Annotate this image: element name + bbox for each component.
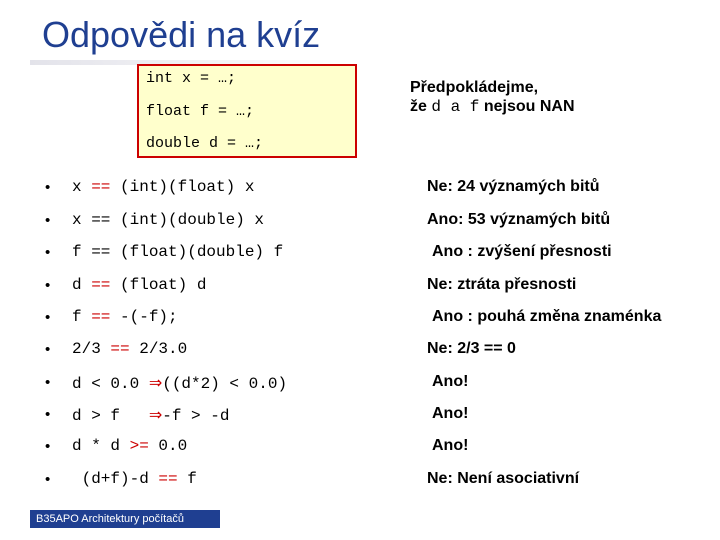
quiz-row bbox=[0, 308, 720, 338]
quiz-expression: x == (int)(double) x bbox=[72, 211, 265, 229]
quiz-row bbox=[0, 276, 720, 306]
bullet: • bbox=[45, 277, 51, 294]
declaration-float: float f = …; bbox=[146, 103, 255, 120]
quiz-answer: Ne: Není asociativní bbox=[427, 470, 580, 487]
footer-course-label: B35APO Architektury počítačů bbox=[30, 510, 220, 528]
quiz-row bbox=[0, 178, 720, 208]
implies-arrow-icon: ⇒ bbox=[148, 405, 163, 424]
bullet: • bbox=[45, 244, 51, 261]
quiz-answer: Ne: ztráta přesnosti bbox=[427, 276, 577, 293]
quiz-row bbox=[0, 405, 720, 435]
quiz-row bbox=[0, 470, 720, 500]
bullet: • bbox=[45, 374, 51, 391]
quiz-answer: Ne: 24 významých bitů bbox=[427, 178, 600, 195]
quiz-expression: (d+f)-d == f bbox=[72, 470, 197, 488]
slide-title: Odpovědi na kvíz bbox=[42, 14, 321, 55]
assumption-line2 bbox=[410, 97, 575, 117]
quiz-answer: Ano : zvýšení přesnosti bbox=[432, 243, 612, 260]
assumption-code: d a f bbox=[431, 98, 480, 116]
bullet: • bbox=[45, 438, 51, 455]
bullet: • bbox=[45, 406, 51, 423]
bullet: • bbox=[45, 179, 51, 196]
bullet: • bbox=[45, 471, 51, 488]
quiz-expression: f == -(-f); bbox=[72, 308, 178, 326]
quiz-answer: Ano! bbox=[432, 405, 469, 422]
quiz-row bbox=[0, 437, 720, 467]
bullet: • bbox=[45, 212, 51, 229]
assumption-suffix: nejsou NAN bbox=[483, 98, 575, 115]
quiz-row bbox=[0, 340, 720, 370]
quiz-answer: Ano! bbox=[432, 373, 469, 390]
quiz-row bbox=[0, 211, 720, 241]
quiz-expression: d == (float) d bbox=[72, 276, 207, 294]
quiz-expression: 2/3 == 2/3.0 bbox=[72, 340, 188, 358]
assumption-note bbox=[410, 78, 575, 117]
implies-arrow-icon: ⇒ bbox=[148, 373, 163, 392]
declaration-int: int x = …; bbox=[146, 70, 237, 87]
quiz-answer: Ano: 53 významých bitů bbox=[427, 211, 611, 228]
quiz-expression: x == (int)(float) x bbox=[72, 178, 255, 196]
quiz-row bbox=[0, 243, 720, 273]
declaration-double: double d = …; bbox=[146, 135, 264, 152]
assumption-line1: Předpokládejme, bbox=[410, 79, 539, 96]
quiz-answer: Ne: 2/3 == 0 bbox=[427, 340, 516, 357]
quiz-expression: d > f ⇒-f > -d bbox=[72, 405, 230, 425]
quiz-row bbox=[0, 373, 720, 403]
assumption-prefix: že bbox=[410, 98, 427, 115]
bullet: • bbox=[45, 309, 51, 326]
quiz-answer: Ano! bbox=[432, 437, 469, 454]
quiz-expression: d * d >= 0.0 bbox=[72, 437, 188, 455]
quiz-expression: f == (float)(double) f bbox=[72, 243, 284, 261]
quiz-answer: Ano : pouhá změna znaménka bbox=[432, 308, 662, 325]
quiz-expression: d < 0.0 ⇒((d*2) < 0.0) bbox=[72, 373, 288, 393]
bullet: • bbox=[45, 341, 51, 358]
